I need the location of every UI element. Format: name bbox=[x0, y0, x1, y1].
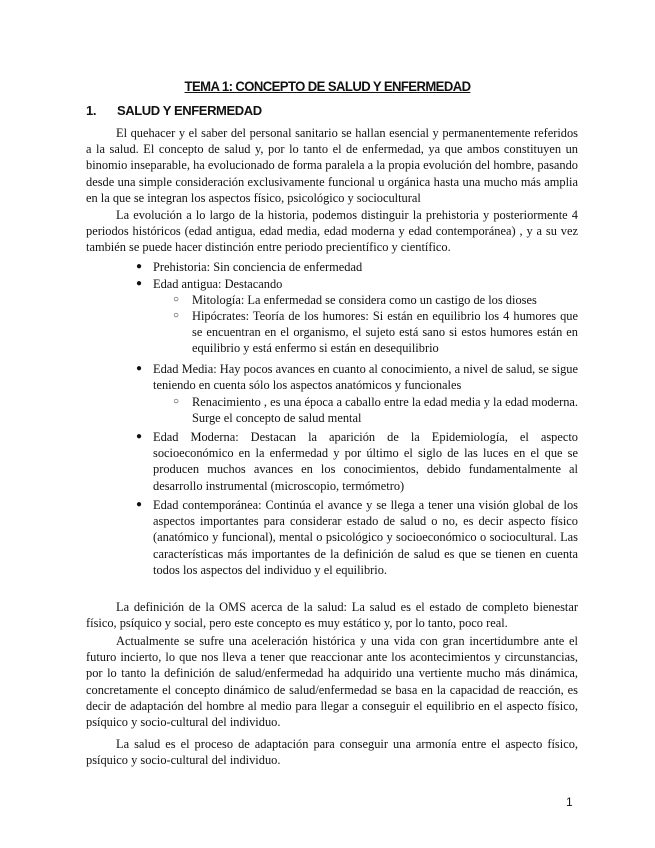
sublist-item-mitologia bbox=[173, 292, 578, 308]
section-heading bbox=[86, 103, 262, 118]
list-item-edad-moderna bbox=[136, 429, 578, 494]
paragraph-intro: El quehacer y el saber del personal sanitario se hallan esencial y permanentemente referidos a la salud. El concepto de salud y, por lo tanto el de enfermedad, ya que ambos constituyen un binomio inseparable, ha evolucionado de forma paralela a la propia evolución del hombre, pasando desde una simple consideración exclusivamente funcional u orgánica hasta una mucho más amplia en la que se integran los aspectos físico, psicológico y sociocultural bbox=[86, 126, 578, 205]
bullet-icon: ● bbox=[136, 261, 143, 272]
sub-bullet-icon: ○ bbox=[173, 396, 180, 407]
list-item-text: Edad Media: Hay pocos avances en cuanto al conocimiento, a nivel de salud, se sigue teniendo en cuenta sólo los aspectos anatómicos y funcionales bbox=[153, 362, 578, 393]
list-item-text: Prehistoria: Sin conciencia de enfermedad bbox=[153, 260, 363, 274]
sublist-item-hipocrates bbox=[173, 308, 578, 357]
bullet-icon: ● bbox=[136, 431, 143, 442]
section-number: 1. bbox=[86, 103, 97, 118]
bullet-icon: ● bbox=[136, 363, 143, 374]
document-title: TEMA 1: CONCEPTO DE SALUD Y ENFERMEDAD bbox=[184, 79, 471, 94]
paragraph-actualmente: Actualmente se sufre una aceleración histórica y una vida con gran incertidumbre ante el futuro incierto, lo que nos lleva a tener que reaccionar ante los acontecimientos y circunstancias, por lo tanto la definición de salud/enfermedad ha adquirido una vertiente mucho más dinámica, concretamente el concepto dinámico de salud/enfermedad se basa en la capacidad de reacción, es decir de adaptación del hombre al medio para llegar a conseguir el equilibrio en el aspecto físico, psíquico y socio-cultural del individuo. bbox=[86, 634, 578, 730]
list-item-prehistoria bbox=[136, 259, 578, 275]
paragraph-salud-proceso: La salud es el proceso de adaptación para conseguir una armonía entre el aspecto físico, psíquico y socio-cultural del individuo. bbox=[86, 737, 578, 768]
list-item-edad-media bbox=[136, 361, 578, 393]
list-item-edad-antigua bbox=[136, 276, 578, 292]
sub-bullet-icon: ○ bbox=[173, 294, 180, 305]
paragraph-evolution: La evolución a lo largo de la historia, podemos distinguir la prehistoria y posteriormente 4 periodos históricos (edad antigua, edad media, edad moderna y edad contemporánea) , y a su vez también se puede hacer distinción entre periodo precientífico y científico. bbox=[86, 208, 578, 255]
page-number: 1 bbox=[566, 795, 573, 809]
bullet-icon: ● bbox=[136, 278, 143, 289]
list-item-text: Edad contemporánea: Continúa el avance y se llega a tener una visión global de los aspectos importantes para considerar estado de salud o no, es decir aspecto físico (anatómico y funcional), mental o psicológico y socioeconómico o sociocultural. Las características más importantes de la definición de salud es que se tienen en cuenta todos los aspectos del individuo y el equilibrio. bbox=[153, 498, 578, 577]
sub-bullet-icon: ○ bbox=[173, 310, 180, 321]
list-item-text: Edad Moderna: Destacan la aparición de la Epidemiología, el aspecto socioeconómico en la enfermedad y por último el siglo de las luces en el que se producen muchos avances en los conocimientos, debido fundamentalmente al desarrollo instrumental (microscopio, termómetro) bbox=[153, 430, 578, 493]
paragraph-oms: La definición de la OMS acerca de la salud: La salud es el estado de completo bienestar físico, psíquico y social, pero este concepto es muy estático y, por lo tanto, poco real. bbox=[86, 600, 578, 631]
bullet-icon: ● bbox=[136, 499, 143, 510]
sublist-item-text: Mitología: La enfermedad se considera como un castigo de los dioses bbox=[192, 293, 537, 307]
list-item-text: Edad antigua: Destacando bbox=[153, 277, 283, 291]
list-item-edad-contemporanea bbox=[136, 497, 578, 578]
section-title: SALUD Y ENFERMEDAD bbox=[117, 103, 262, 118]
sublist-item-renacimiento bbox=[173, 394, 578, 426]
sublist-item-text: Renacimiento , es una época a caballo entre la edad media y la edad moderna. Surge el concepto de salud mental bbox=[192, 395, 578, 426]
sublist-item-text: Hipócrates: Teoría de los humores: Si están en equilibrio los 4 humores que se encuentran en el organismo, el sujeto está sano si estos humores están en equilibrio y está enfermo si están en desequilibrio bbox=[192, 309, 578, 356]
